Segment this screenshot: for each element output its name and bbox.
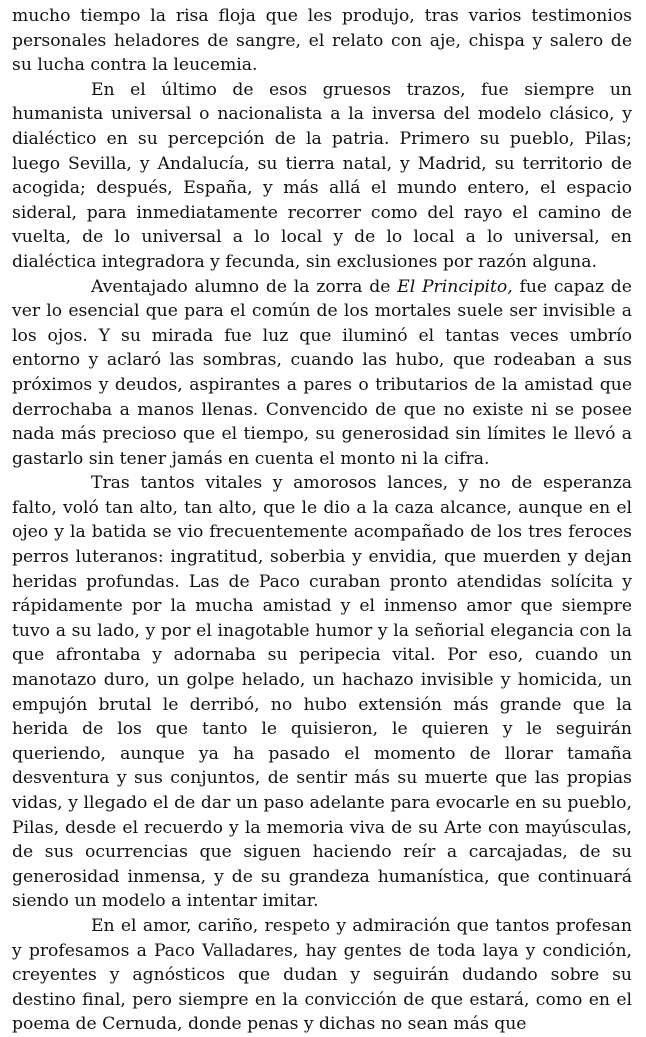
paragraph-3-rest: fue capaz de ver lo esencial que para el común de los mortales suele ser invisible a los ojos. Y su mirada fue luz que iluminó el tantas veces umbrío entorno y aclaró las sombras, cuando las hubo, que rodeaban a sus próximos y deudos, aspirantes a pares o tributarios de la amistad que derrochaba a manos llenas. Convencido de que no existe ni se posee nada más precioso que el tiempo, su generosidad sin límites le llevó a gastarlo sin tener jamás en cuenta el monto ni la cifra. [12,276,632,469]
paragraph-1: mucho tiempo la risa floja que les produjo, tras varios testimonios personales heladores de sangre, el relato con aje, chispa y salero de su lucha contra la leucemia. [12,6,632,76]
paragraph-3 [12,275,632,472]
paragraph-3-lead: Aventajado alumno de la zorra de [91,276,398,297]
paragraph-2: En el último de esos gruesos trazos, fue siempre un humanista universal o nacionalista a la inversa del modelo clásico, y dialéctico en su percepción de la patria. Primero su pueblo, Pilas; luego Sevilla, y Andalucía, su tierra natal, y Madrid, su territorio de acogida; después, España, y más allá el mundo entero, el espacio sideral, para inmediatamente recorrer como del rayo el camino de vuelta, de lo universal a lo local y de lo local a lo universal, en dialéctica integradora y fecunda, sin exclusiones por razón alguna. [12,79,632,272]
paragraph-4: Tras tantos vitales y amorosos lances, y no de esperanza falto, voló tan alto, tan alto, que le dio a la caza alcance, aunque en el ojeo y la batida se vio frecuentemente acompañado de los tres feroces perros luteranos: ingratitud, soberbia y envidia, que muerden y dejan heridas profundas. Las de Paco curaban pronto atendidas solícita y rápidamente por la mucha amistad y el inmenso amor que siempre tuvo a su lado, y por el inagotable humor y la señorial elegancia con la que afrontaba y adornaba su peripecia vital. Por eso, cuando un manotazo duro, un golpe helado, un hachazo invisible y homicida, un empujón brutal le derribó, no hubo extensión más grande que la herida de los que tanto le quisieron, le quieren y le seguirán queriendo, aunque ya ha pasado el momento de llorar tamaña desventura y sus conjuntos, de sentir más su muerte que las propias vidas, y llegado el de dar un paso adelante para evocarle en su pueblo, Pilas, desde el recuerdo y la memoria viva de su Arte con mayúsculas, de sus ocurrencias que siguen haciendo reír a carcajadas, de su generosidad inmensa, y de su grandeza humanística, que continuará siendo un modelo a intentar imitar. [12,473,632,912]
document-page [12,4,632,1037]
paragraph-5: En el amor, cariño, respeto y admiración que tantos profesan y profesamos a Paco Valladares, hay gentes de toda laya y condición, creyentes y agnósticos que dudan y seguirán dudando sobre su destino final, pero siempre en la convicción de que estará, como en el poema de Cernuda, donde penas y dichas no sean más que [12,915,632,1035]
book-title-el-principito: El Principito, [397,276,513,297]
